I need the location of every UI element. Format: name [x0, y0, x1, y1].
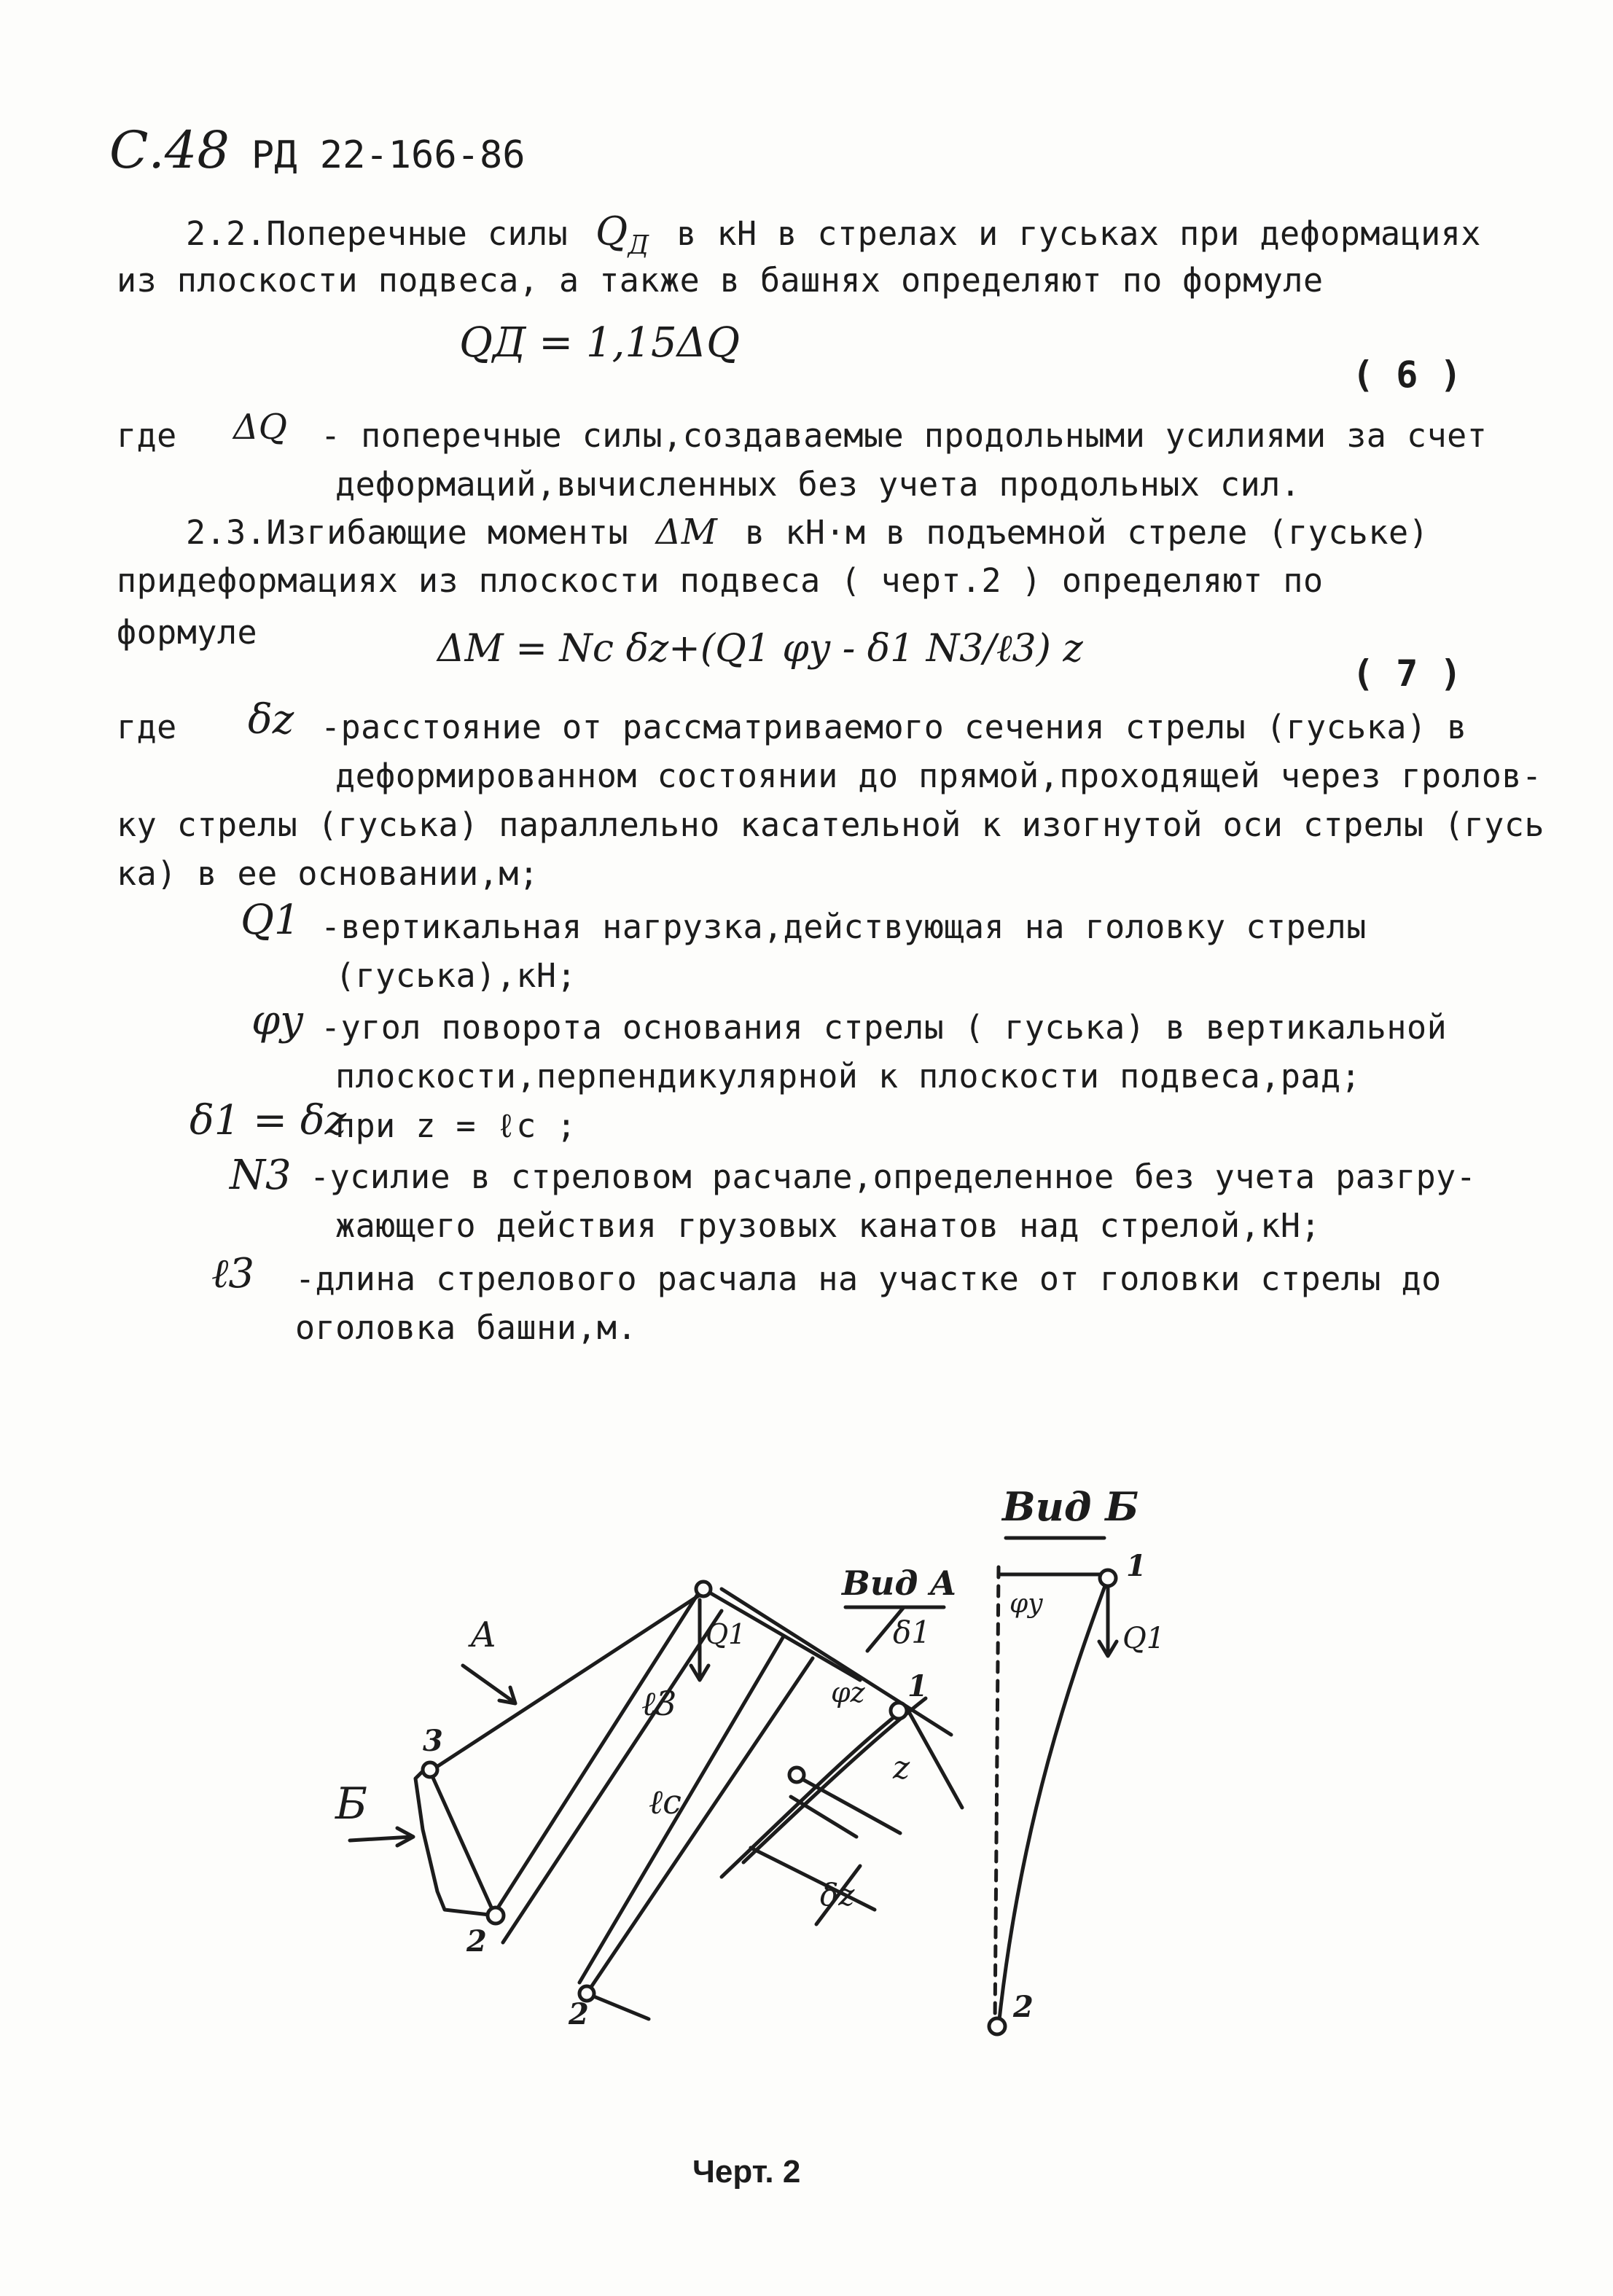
section-2-2-intro-tail: в кН в стрелах и гуськах при деформациях: [676, 214, 1481, 253]
label-b: Б: [335, 1778, 368, 1830]
label-z: z: [893, 1749, 910, 1787]
n3-definition-line-2: жающего действия грузовых канатов над стрелой,кН;: [335, 1206, 1321, 1245]
section-2-3-line-3: формуле: [117, 613, 258, 652]
label-q1-mid: Q1: [706, 1618, 746, 1650]
label-phi-mid: φz: [831, 1676, 865, 1709]
section-2-3-line-2: придеформациях из плоскости подвеса ( черт.2 ) определяют по: [117, 561, 1324, 600]
n3-definition-line-1: -усилие в стреловом расчале,определенное без учета разгру-: [310, 1157, 1477, 1196]
symbol-l3: ℓ3: [211, 1250, 254, 1297]
delta-q-definition-line-2: деформаций,вычисленных без учета продольных сил.: [335, 465, 1301, 504]
label-q1-right: Q1: [1122, 1622, 1165, 1655]
section-2-2-intro: 2.2.Поперечные силы: [186, 214, 569, 253]
view-b-title: Вид Б: [1002, 1483, 1139, 1530]
symbol-delta-1: δ1 = δz: [190, 1097, 347, 1144]
label-joint-1-right: 1: [1126, 1549, 1147, 1583]
delta-z-definition-line-4: ка) в ее основании,м;: [117, 854, 539, 893]
page-number: С.48: [109, 120, 230, 180]
delta-z-definition-line-3: ку стрелы (гуська) параллельно касательной к изогнутой оси стрелы (гусь: [117, 805, 1545, 844]
symbol-phi-y: φy: [251, 997, 303, 1044]
formula-6: QД = 1,15ΔQ: [459, 319, 740, 367]
delta-1-definition: при z = ℓc ;: [335, 1106, 577, 1145]
equation-number-6: ( 6 ): [1352, 354, 1462, 396]
section-2-3-intro: 2.3.Изгибающие моменты: [186, 513, 629, 552]
symbol-q: Q: [595, 208, 628, 254]
label-joint-2-left: 2: [466, 1924, 487, 1959]
label-joint-1-mid: 1: [907, 1669, 928, 1703]
l3-definition-line-1: -длина стрелового расчала на участке от головки стрелы до: [295, 1260, 1442, 1298]
label-joint-3: 3: [423, 1724, 443, 1758]
figure-caption: Черт. 2: [692, 2154, 801, 2190]
document-code: РД 22-166-86: [251, 133, 526, 177]
phi-y-definition-line-1: -угол поворота основания стрелы ( гуська) в вертикальной: [321, 1008, 1448, 1047]
symbol-delta-z: δz: [248, 696, 294, 743]
section-2-2-line-2: из плоскости подвеса, а также в башнях определяют по формуле: [117, 261, 1324, 300]
view-a-title: Вид А: [842, 1563, 957, 1603]
label-a: А: [470, 1614, 497, 1655]
delta-z-definition-line-1: -расстояние от рассматриваемого сечения стрелы (гуська) в: [321, 708, 1467, 746]
delta-q-definition-line-1: - поперечные силы,создаваемые продольными усилиями за счет: [321, 416, 1488, 455]
label-joint-2-right: 2: [1013, 1990, 1034, 2024]
label-phi-right: φy: [1009, 1589, 1043, 1619]
where-label-7: где: [117, 708, 177, 746]
label-delta-1: δ1: [893, 1614, 932, 1650]
q1-definition-line-1: -вертикальная нагрузка,действующая на головку стрелы: [321, 907, 1367, 946]
section-2-3-intro-tail: в кН·м в подъемной стреле (гуське): [745, 513, 1429, 552]
label-joint-2-mid: 2: [569, 1997, 589, 2031]
symbol-n3: N3: [230, 1152, 292, 1199]
l3-definition-line-2: оголовка башни,м.: [295, 1308, 638, 1347]
equation-number-7: ( 7 ): [1352, 652, 1462, 695]
phi-y-definition-line-2: плоскости,перпендикулярной к плоскости подвеса,рад;: [335, 1057, 1362, 1096]
symbol-q1: Q1: [241, 897, 300, 944]
formula-7: ΔM = Nc δz+(Q1 φy - δ1 N3/ℓ3) z: [437, 627, 1083, 671]
where-label-6: где: [117, 416, 177, 455]
symbol-q-subscript: Д: [628, 230, 649, 260]
label-lc: ℓc: [649, 1782, 681, 1821]
boom-outline: [350, 1538, 1117, 2026]
symbol-delta-q: ΔQ: [233, 407, 288, 448]
label-l3: ℓ3: [641, 1684, 677, 1723]
label-delta-z: δz: [820, 1877, 855, 1913]
joint-markers: [423, 1570, 1116, 2034]
delta-z-definition-line-2: деформированном состоянии до прямой,проходящей через гролов-: [335, 757, 1542, 795]
q1-definition-line-2: (гуська),кН;: [335, 956, 577, 995]
symbol-delta-m: ΔM: [655, 512, 718, 552]
